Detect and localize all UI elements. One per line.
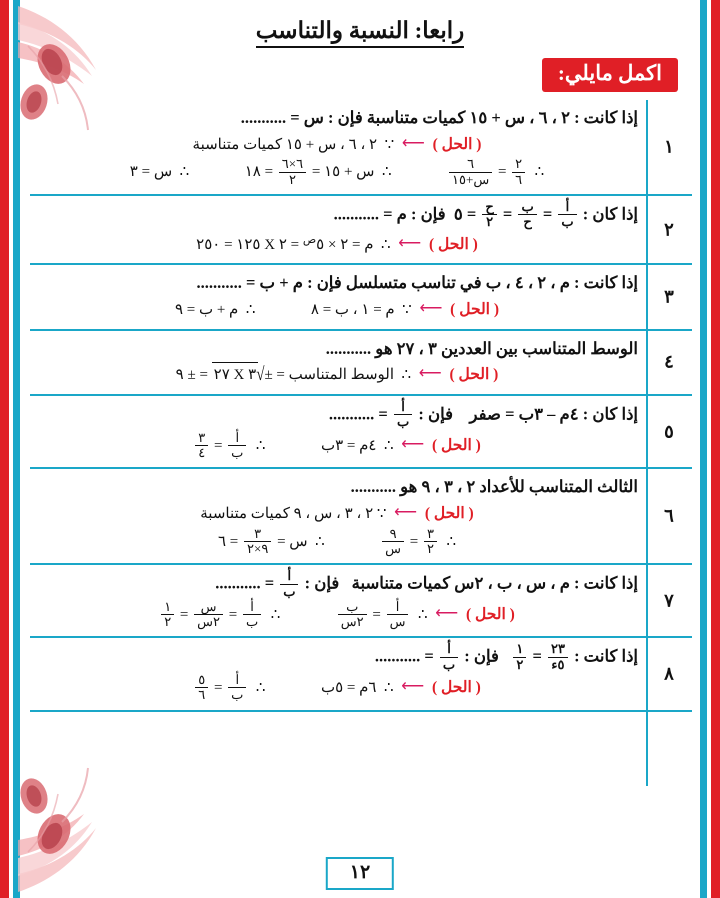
question-text: إذا كان : $\frac{\text{أ}}{\text{ب}}$ = $\frac{\text{ب}}{\text{ح}}$ = $\frac{\text{ح}}{٢}$ = ٥ فإن : م = ........... xyxy=(333,198,638,230)
question-text: إذا كان : ٤م – ٣ب = صفر فإن : $\frac{\text{أ}}{\text{ب}}$ = ........... xyxy=(328,399,638,430)
right-cyan-border xyxy=(700,0,707,898)
solution-line xyxy=(36,525,638,558)
row-number: ٧ xyxy=(664,590,674,611)
solution-line xyxy=(36,501,638,527)
solution-label: ( الحل ) xyxy=(432,135,482,153)
arrow-left-icon: ⟵ xyxy=(435,605,459,623)
table-row xyxy=(30,469,692,565)
arrow-left-icon: ⟵ xyxy=(398,234,422,252)
solution-work: ∴ ٤م = ٣ب ∴ $\frac{\text{أ}}{\text{ب}}$ = $\frac{٣}{٤}$ xyxy=(193,432,393,462)
solution-work: ∵ ٢ ، ٣ ، س ، ٩ كميات متناسبة xyxy=(200,505,387,522)
right-red-border xyxy=(711,0,720,898)
left-red-border xyxy=(0,0,9,898)
solution-work: ∴ الوسط المتناسب = ±√٣ X ٢٧ = ± ٩ xyxy=(176,362,411,387)
table-row xyxy=(30,196,692,265)
solution-label: ( الحل ) xyxy=(449,366,499,384)
question-text: إذا كانت : $\frac{٢٣}{\text{٥ء}}$ = $\frac{١}{٢}$ فإن : $\frac{\text{أ}}{\text{ب}}$ = ........... xyxy=(374,641,638,672)
row-number: ١ xyxy=(664,136,674,157)
solution-label: ( الحل ) xyxy=(450,300,500,318)
question-text: إذا كانت : ٢ ، ٦ ، س + ١٥ كميات متناسبة فإن : س = ........... xyxy=(240,108,638,127)
solution-label: ( الحل ) xyxy=(431,679,481,697)
arrow-left-icon: ⟵ xyxy=(419,299,443,317)
row-number: ٢ xyxy=(664,219,674,240)
arrow-left-icon: ⟵ xyxy=(418,365,442,383)
question-text: الثالث المتناسب للأعداد ٢ ، ٣ ، ٩ هو ........... xyxy=(350,477,638,497)
solution-work: ∴ $\frac{\text{أ}}{\text{س}}$ = $\frac{\text{ب}}{\text{٢س}}$ ∴ $\frac{\text{أ}}{\text{ب}}$ = $\frac{\text{س}}{\text{٢س}}$ = $\frac{١}{٢}$ xyxy=(159,601,427,631)
solution-work: ∴ $\frac{٢}{٦}$ = $\frac{٦}{\text{س+١٥}}$ ∴ س + ١٥ = $\frac{٦\times ٦}{٢}$ = ١٨ ∴ س = ٣ xyxy=(129,156,545,187)
solution-work: ∴ $\frac{٣}{٢}$ = $\frac{٩}{\text{س}}$ ∴ س = $\frac{٣}{٩\times ٢}$ = ٦ xyxy=(217,525,457,556)
instruction-badge: اكمل مايلي: xyxy=(542,58,678,92)
solution-work: ∴ ٦م = ٥ب ∴ $\frac{\text{أ}}{\text{ب}}$ = $\frac{٥}{٦}$ xyxy=(193,674,393,704)
arrow-left-icon: ⟵ xyxy=(401,678,425,696)
row-number: ٦ xyxy=(664,505,674,526)
questions-table xyxy=(30,100,692,838)
row-number: ٨ xyxy=(664,663,674,684)
solution-label: ( الحل ) xyxy=(428,235,478,253)
solution-work: ∵ ٢ ، ٦ ، س + ١٥ كميات متناسبة xyxy=(192,136,395,153)
table-row xyxy=(30,638,692,711)
page-title xyxy=(0,18,720,44)
table-row xyxy=(30,265,692,330)
solution-line xyxy=(36,598,638,631)
solution-label: ( الحل ) xyxy=(465,606,515,624)
solution-line xyxy=(36,297,638,323)
solution-line xyxy=(36,132,638,158)
solution-work: ∵ م = ١ ، ب = ٨ ∴ م + ب = ٩ xyxy=(174,301,412,318)
left-cyan-border xyxy=(13,0,20,898)
arrow-left-icon: ⟵ xyxy=(401,134,425,152)
solution-line xyxy=(36,362,638,388)
question-text: الوسط المتناسب بين العددين ٣ ، ٢٧ هو ........... xyxy=(325,338,638,358)
table-row xyxy=(30,331,692,396)
page-number: ١٢ xyxy=(326,857,394,890)
table-row xyxy=(30,396,692,469)
solution-label: ( الحل ) xyxy=(424,504,474,522)
row-number: ٤ xyxy=(664,351,674,372)
solution-work: ∴ م = ٢ × $٥^ص$ = ٢ X ١٢٥ = ٢٥٠ xyxy=(196,233,391,253)
row-number: ٣ xyxy=(664,286,674,307)
solution-line xyxy=(36,429,638,462)
page-title-text: رابعا: النسبة والتناسب xyxy=(256,18,465,48)
table-row xyxy=(30,565,692,638)
solution-line xyxy=(36,158,638,188)
solution-line xyxy=(36,671,638,704)
solution-line xyxy=(36,232,638,258)
question-text: إذا كانت : م ، ٢ ، ٤ ، ب في تناسب متسلسل فإن : م + ب = ........... xyxy=(196,273,638,293)
arrow-left-icon: ⟵ xyxy=(401,435,425,453)
table-row xyxy=(30,100,692,196)
arrow-left-icon: ⟵ xyxy=(394,503,418,521)
solution-label: ( الحل ) xyxy=(431,436,481,454)
question-text: إذا كانت : م ، س ، ب ، ٢س كميات متناسبة فإن : $\frac{\text{أ}}{\text{ب}}$ = ........... xyxy=(215,568,638,599)
row-number: ٥ xyxy=(664,421,674,442)
